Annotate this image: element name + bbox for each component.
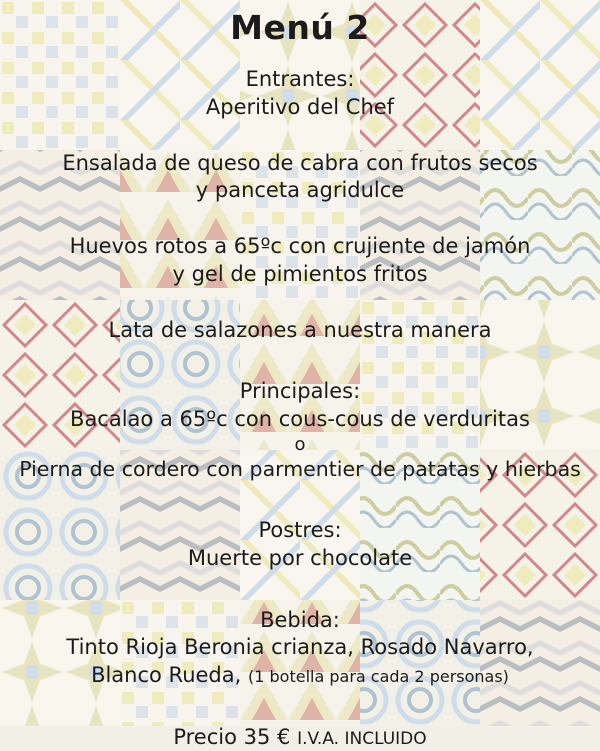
- menu-item-line: Muerte por chocolate: [187, 546, 413, 571]
- page-title: Menú 2: [230, 8, 370, 47]
- bebida-note: (1 botella para cada 2 personas): [248, 667, 509, 687]
- price-amount: Precio 35 €: [173, 724, 298, 749]
- bebida-last-line: Blanco Rueda,: [91, 663, 242, 688]
- menu-item-line: Ensalada de queso de cabra con frutos secos: [62, 150, 538, 175]
- section-huevos: [8, 233, 592, 288]
- section-heading-bebida: Bebida:: [260, 607, 340, 632]
- menu-item-line: Aperitivo del Chef: [205, 95, 395, 120]
- menu-item-line: Tinto Rioja Beronia crianza, Rosado Navarro,: [66, 635, 534, 660]
- menu-item-line: Pierna de cordero con parmentier de patatas y hierbas: [19, 457, 581, 482]
- section-entrantes: [8, 66, 592, 121]
- section-heading-postres: Postres:: [258, 518, 342, 543]
- section-ensalada: [8, 150, 592, 205]
- menu-item-line: y gel de pimientos fritos: [172, 261, 428, 286]
- section-bebida: [8, 607, 592, 690]
- price-tax-note: I.V.A. INCLUIDO: [297, 728, 427, 749]
- section-heading-entrantes: Entrantes:: [245, 67, 355, 92]
- price-line: [8, 724, 592, 751]
- menu-item-line: Huevos rotos a 65ºc con crujiente de jamón: [69, 234, 531, 259]
- menu-item-line: y panceta agridulce: [195, 178, 405, 203]
- menu-item-conjunction: o: [294, 433, 306, 455]
- section-heading-principales: Principales:: [239, 379, 361, 404]
- menu-item-line: Lata de salazones a nuestra manera: [108, 317, 492, 342]
- section-principales: [8, 378, 592, 483]
- menu-item-line: [8, 662, 592, 690]
- section-salazones: [8, 317, 592, 345]
- menu-item-line: Bacalao a 65ºc con cous-cous de verduritas: [70, 407, 530, 432]
- section-postres: [8, 517, 592, 572]
